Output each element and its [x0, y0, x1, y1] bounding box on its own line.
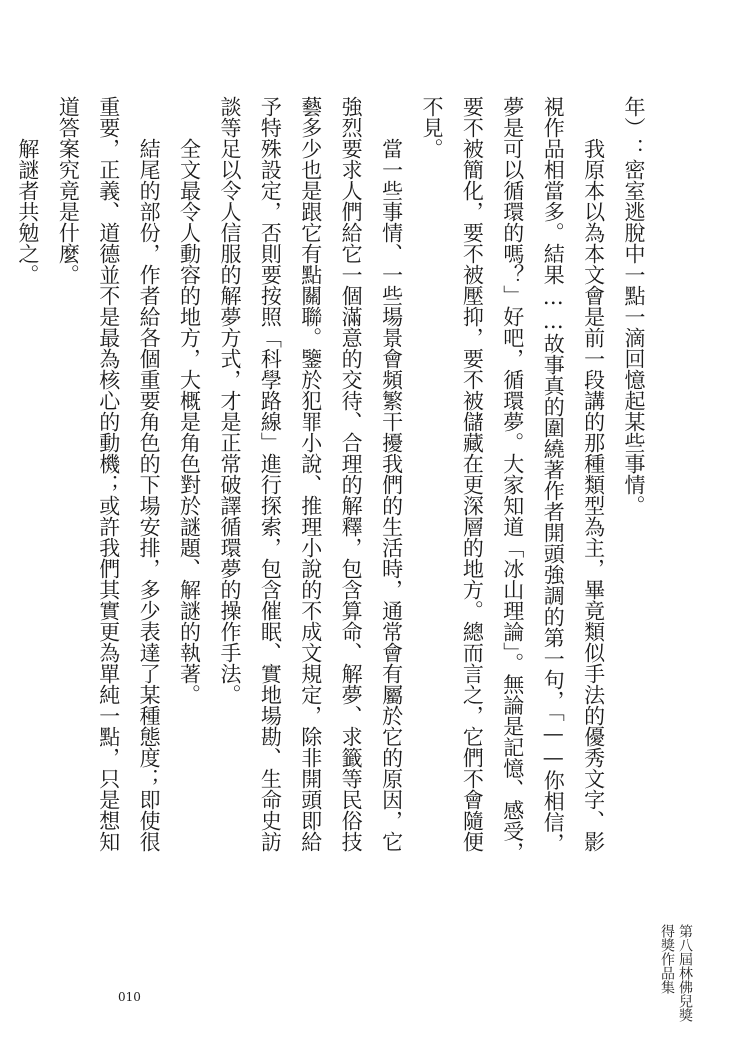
- paragraph-6: 解謎者共勉之。: [15, 138, 40, 285]
- paragraph-3: 當一些事情、一些場景會頻繁干擾我們的生活時，通常會有屬於它的原因，它強烈要求人們給它一個滿意的交待、合理的解釋，包含算命、解夢、求籤等民俗技藝多少也是跟它有點關聯。鑒於犯罪小說、推理小說的不成文規定，除非開頭即給予特殊設定，否則要按照「科學路線」進行探索，包含催眠、實地場勘、生命史訪談等足以令人信服的解夢方式，才是正常破譯循環夢的操作手法。: [217, 96, 404, 852]
- running-title-line-2: 得獎作品集: [659, 924, 675, 994]
- paragraph-4: 全文最令人動容的地方，大概是角色對於謎題、解謎的執著。: [177, 138, 202, 705]
- section-heading: [0, 96, 8, 868]
- page-number: 010: [118, 990, 141, 1004]
- vertical-body-text: [15, 96, 654, 868]
- paragraph-5: 結尾的部份，作者給各個重要角色的下場安排，多少表達了某種態度；即使很重要，正義、道德並不是最為核心的動機；或許我們其實更為單純一點，只是想知道答案究竟是什麼。: [56, 96, 162, 852]
- running-title: [658, 924, 694, 1034]
- running-title-line-1: 第八屆林佛兒獎: [677, 924, 693, 1022]
- paragraph-2: 我原本以為本文會是前一段講的那種類型為主，畢竟類似手法的優秀文字、影視作品相當多。結果……故事真的圍繞著作者開頭強調的第一句，「——你相信，夢是可以循環的嗎？」好吧，循環夢。大家知道「冰山理論」。無論是記憶、感受，要不被簡化，要不被壓抑，要不被儲藏在更深層的地方。總而言之，它們不會隨便不見。: [419, 96, 606, 863]
- paragraph-1: 年）：密室逃脫中一點一滴回憶起某些事情。: [622, 96, 646, 516]
